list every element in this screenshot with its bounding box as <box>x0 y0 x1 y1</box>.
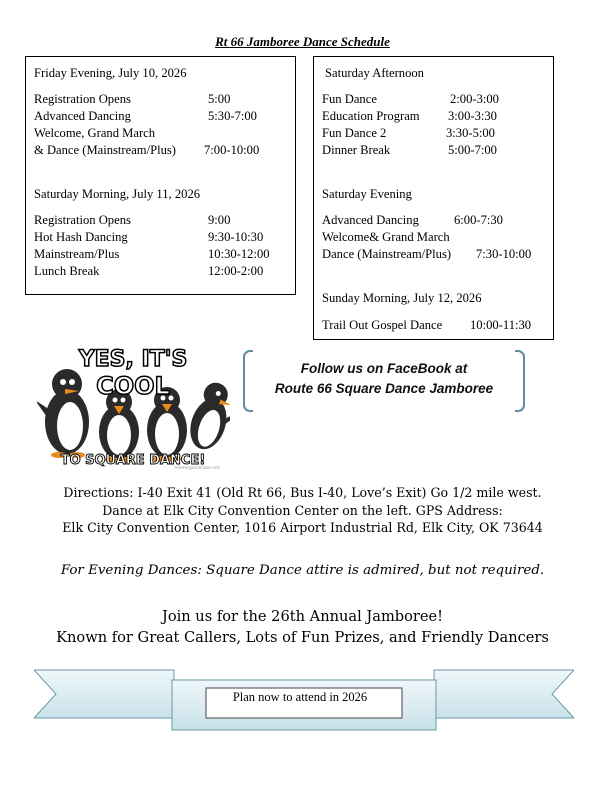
join-line-1: Join us for the 26th Annual Jamboree! <box>161 608 444 625</box>
directions-block <box>0 484 605 537</box>
row-time: 2:00-3:00 <box>450 92 499 106</box>
evening-dress-note: For Evening Dances: Square Dance attire is admired, but not required. <box>60 563 545 578</box>
ribbon-text: Plan now to attend in 2026 <box>232 690 368 704</box>
row-time: 10:00-11:30 <box>470 318 532 332</box>
follow-line-1: Follow us on FaceBook at <box>300 361 468 376</box>
row-label: Fun Dance 2 <box>322 126 387 140</box>
penguin-icon <box>99 389 139 463</box>
row-label: Dance (Mainstream/Plus) <box>322 247 452 261</box>
row-label: Hot Hash Dancing <box>34 230 128 244</box>
penguin-icon <box>37 369 89 458</box>
saturday-afternoon-heading: Saturday Afternoon <box>325 66 424 80</box>
penguins-illustration <box>37 342 230 472</box>
penguin-meme-image <box>37 342 230 472</box>
schedule-box-left <box>25 56 296 295</box>
facebook-callout <box>243 350 525 410</box>
join-block <box>0 606 605 648</box>
row-time: 9:30-10:30 <box>208 230 264 244</box>
row-label: Lunch Break <box>34 264 100 278</box>
row-label: Advanced Dancing <box>34 109 131 123</box>
row-label: Trail Out Gospel Dance <box>322 318 443 332</box>
row-time: 6:00-7:30 <box>454 213 503 227</box>
row-label: Welcome& Grand March <box>322 230 450 244</box>
directions-line-3: Elk City Convention Center, 1016 Airport Industrial Rd, Elk City, OK 73644 <box>62 520 543 535</box>
meme-text-middle: COOL <box>96 372 170 400</box>
saturday-evening-heading: Saturday Evening <box>322 187 412 201</box>
saturday-morning-heading: Saturday Morning, July 11, 2026 <box>34 187 201 201</box>
follow-line-2: Route 66 Square Dance Jamboree <box>274 381 494 396</box>
row-label: Welcome, Grand March <box>34 126 156 140</box>
row-time: 12:00-2:00 <box>208 264 264 278</box>
row-label: & Dance (Mainstream/Plus) <box>34 143 176 157</box>
row-time: 5:00-7:00 <box>448 143 497 157</box>
ribbon-right-tail <box>434 670 574 718</box>
directions-line-1: Directions: I-40 Exit 41 (Old Rt 66, Bus I-40, Love’s Exit) Go 1/2 mile west. <box>63 485 542 500</box>
row-time: 10:30-12:00 <box>208 247 270 261</box>
ribbon-left-tail <box>34 670 174 718</box>
row-time: 7:00-10:00 <box>204 143 260 157</box>
meme-text-top: YES, IT'S <box>78 347 188 372</box>
row-label: Dinner Break <box>322 143 391 157</box>
row-label: Advanced Dancing <box>322 213 419 227</box>
meme-watermark: memegenerator.net <box>174 466 220 471</box>
row-time: 3:00-3:30 <box>448 109 497 123</box>
join-line-2: Known for Great Callers, Lots of Fun Prizes, and Friendly Dancers <box>56 629 549 646</box>
row-label: Education Program <box>322 109 420 123</box>
row-label: Registration Opens <box>34 213 131 227</box>
row-time: 9:00 <box>208 213 231 227</box>
schedule-box-right <box>313 56 554 340</box>
row-label: Mainstream/Plus <box>34 247 120 261</box>
row-label: Fun Dance <box>322 92 377 106</box>
row-time: 5:30-7:00 <box>208 109 257 123</box>
meme-text-bottom: TO SQUARE DANCE! <box>60 453 206 468</box>
directions-line-2: Dance at Elk City Convention Center on the left. GPS Address: <box>102 502 503 518</box>
row-time: 7:30-10:00 <box>476 247 532 261</box>
page-title: Rt 66 Jamboree Dance Schedule <box>215 34 390 49</box>
penguin-icon <box>184 379 230 458</box>
row-time: 5:00 <box>208 92 231 106</box>
sunday-heading: Sunday Morning, July 12, 2026 <box>322 291 482 305</box>
row-time: 3:30-5:00 <box>446 126 495 140</box>
friday-heading: Friday Evening, July 10, 2026 <box>34 66 187 80</box>
row-label: Registration Opens <box>34 92 131 106</box>
